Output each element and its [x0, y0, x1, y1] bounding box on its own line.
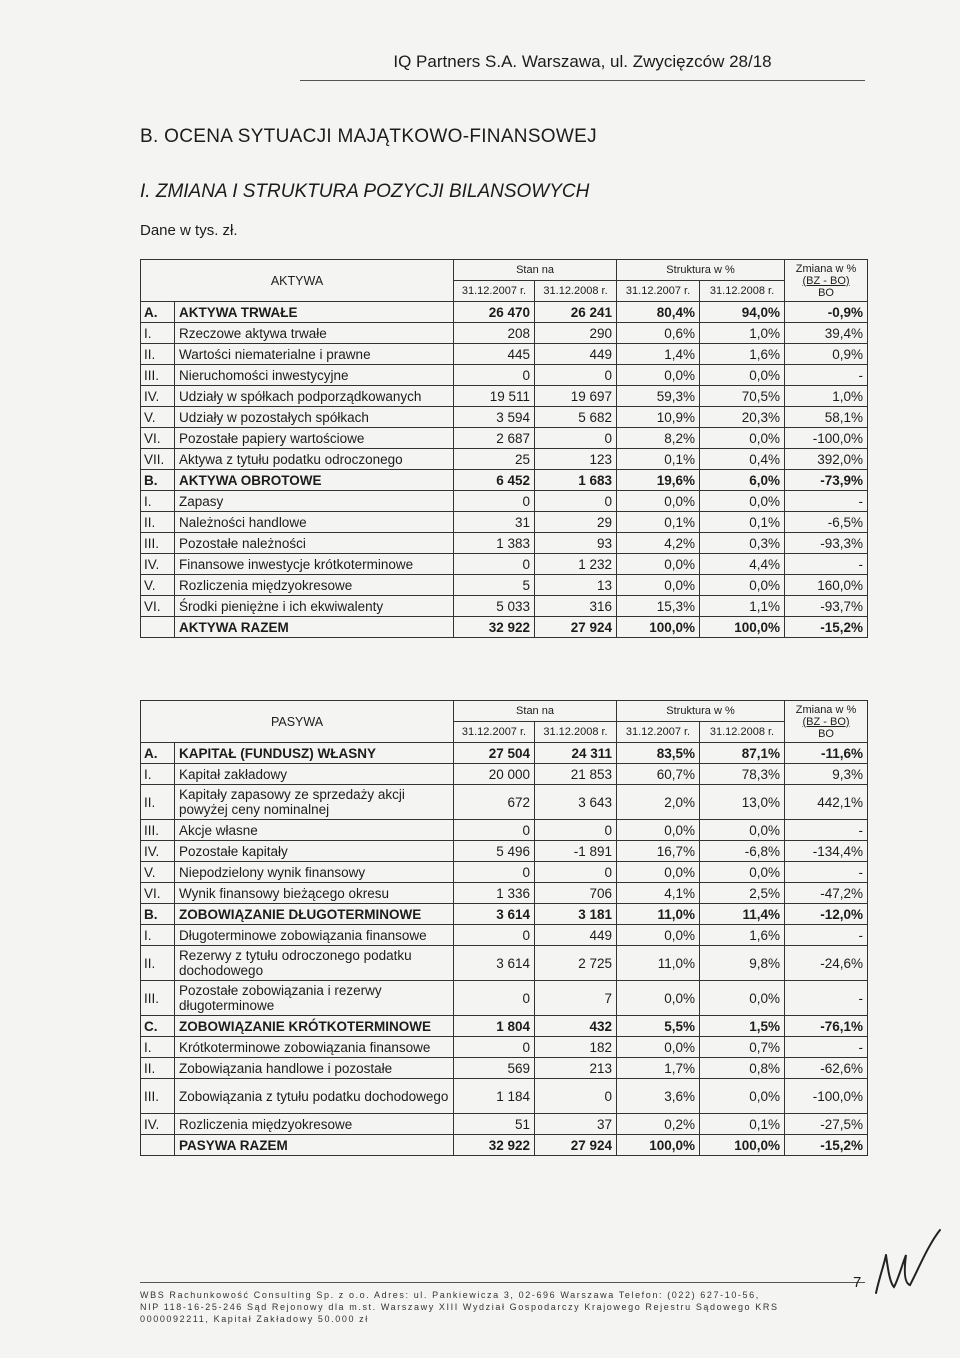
- row-label: Rezerwy z tytułu odroczonego podatku dochodowego: [175, 946, 454, 981]
- table-row: [141, 491, 868, 512]
- table-row: [141, 1079, 868, 1114]
- table-row: [141, 617, 868, 638]
- table-row: [141, 841, 868, 862]
- share-2008: 0,8%: [700, 1058, 785, 1079]
- section-title: B. OCENA SYTUACJI MAJĄTKOWO-FINANSOWEJ: [140, 126, 597, 147]
- table-row: [141, 764, 868, 785]
- value-2007: 1 804: [454, 1016, 535, 1037]
- value-2007: 1 383: [454, 533, 535, 554]
- change-pct: -: [785, 554, 868, 575]
- share-2008: 6,0%: [700, 470, 785, 491]
- value-2008: 0: [535, 1079, 617, 1114]
- row-roman: III.: [141, 820, 175, 841]
- table-row: [141, 302, 868, 323]
- change-pct: -93,3%: [785, 533, 868, 554]
- share-2007: 16,7%: [617, 841, 700, 862]
- value-2007: 32 922: [454, 617, 535, 638]
- share-2007: 15,3%: [617, 596, 700, 617]
- share-2008: 9,8%: [700, 946, 785, 981]
- aktywa-date-col-4: 31.12.2008 r.: [700, 281, 785, 302]
- change-pct: 39,4%: [785, 323, 868, 344]
- value-2007: 26 470: [454, 302, 535, 323]
- table-row: [141, 981, 868, 1016]
- row-roman: I.: [141, 764, 175, 785]
- row-label: PASYWA RAZEM: [175, 1135, 454, 1156]
- row-label: Aktywa z tytułu podatku odroczonego: [175, 449, 454, 470]
- share-2007: 0,1%: [617, 449, 700, 470]
- table-row: [141, 512, 868, 533]
- handwritten-signature: [868, 1225, 948, 1300]
- value-2007: 0: [454, 925, 535, 946]
- value-2007: 32 922: [454, 1135, 535, 1156]
- change-pct: -27,5%: [785, 1114, 868, 1135]
- row-roman: I.: [141, 925, 175, 946]
- share-2007: 80,4%: [617, 302, 700, 323]
- value-2007: 19 511: [454, 386, 535, 407]
- change-pct: 442,1%: [785, 785, 868, 820]
- share-2008: 1,1%: [700, 596, 785, 617]
- row-roman: III.: [141, 533, 175, 554]
- units-note: Dane w tys. zł.: [140, 222, 238, 239]
- row-roman: II.: [141, 344, 175, 365]
- table-row: [141, 946, 868, 981]
- share-2008: 1,0%: [700, 323, 785, 344]
- change-pct: 1,0%: [785, 386, 868, 407]
- table-row: [141, 470, 868, 491]
- change-pct: -: [785, 365, 868, 386]
- share-2008: 0,0%: [700, 428, 785, 449]
- row-roman: B.: [141, 470, 175, 491]
- value-2007: 208: [454, 323, 535, 344]
- page-header: [300, 52, 865, 81]
- change-pct: 58,1%: [785, 407, 868, 428]
- row-roman: IV.: [141, 841, 175, 862]
- value-2008: 182: [535, 1037, 617, 1058]
- row-roman: V.: [141, 575, 175, 596]
- table-row: [141, 365, 868, 386]
- aktywa-date-col-3: 31.12.2007 r.: [617, 281, 700, 302]
- share-2007: 60,7%: [617, 764, 700, 785]
- row-roman: V.: [141, 862, 175, 883]
- value-2007: 0: [454, 981, 535, 1016]
- share-2008: 100,0%: [700, 617, 785, 638]
- value-2007: 0: [454, 491, 535, 512]
- table-row: [141, 785, 868, 820]
- share-2008: 0,0%: [700, 862, 785, 883]
- row-label: ZOBOWIĄZANIE KRÓTKOTERMINOWE: [175, 1016, 454, 1037]
- share-2007: 0,0%: [617, 554, 700, 575]
- value-2007: 3 594: [454, 407, 535, 428]
- value-2007: 5 496: [454, 841, 535, 862]
- row-label: Pozostałe kapitały: [175, 841, 454, 862]
- value-2008: 432: [535, 1016, 617, 1037]
- share-2008: 1,6%: [700, 925, 785, 946]
- share-2008: 1,5%: [700, 1016, 785, 1037]
- row-label: Pozostałe należności: [175, 533, 454, 554]
- pasywa-date-col-4: 31.12.2008 r.: [700, 722, 785, 743]
- value-2008: 290: [535, 323, 617, 344]
- footer-line-1: WBS Rachunkowość Consulting Sp. z o.o. Adres: ul. Pankiewicza 3, 02-696 Warszawa Telefon: (022) 627-10-56,: [140, 1290, 760, 1300]
- row-roman: V.: [141, 407, 175, 428]
- aktywa-date-col-2: 31.12.2008 r.: [535, 281, 617, 302]
- row-label: Wynik finansowy bieżącego okresu: [175, 883, 454, 904]
- row-roman: I.: [141, 323, 175, 344]
- share-2008: 0,0%: [700, 1079, 785, 1114]
- change-pct: -11,6%: [785, 743, 868, 764]
- pasywa-table: [140, 700, 868, 1156]
- row-roman: C.: [141, 1016, 175, 1037]
- row-label: Rozliczenia międzyokresowe: [175, 1114, 454, 1135]
- row-roman: III.: [141, 365, 175, 386]
- row-label: Kapitał zakładowy: [175, 764, 454, 785]
- share-2007: 3,6%: [617, 1079, 700, 1114]
- table-row: [141, 344, 868, 365]
- row-label: Wartości niematerialne i prawne: [175, 344, 454, 365]
- aktywa-date-col-1: 31.12.2007 r.: [454, 281, 535, 302]
- value-2008: 0: [535, 862, 617, 883]
- share-2007: 0,0%: [617, 981, 700, 1016]
- row-label: AKTYWA TRWAŁE: [175, 302, 454, 323]
- row-label: Udziały w pozostałych spółkach: [175, 407, 454, 428]
- footer-line-2: NIP 118-16-25-246 Sąd Rejonowy dla m.st. Warszawy XIII Wydział Gospodarczy Krajowego Rejestru Sądowego KRS: [140, 1302, 779, 1312]
- value-2007: 31: [454, 512, 535, 533]
- row-label: Niepodzielony wynik finansowy: [175, 862, 454, 883]
- value-2008: 7: [535, 981, 617, 1016]
- row-roman: [141, 1135, 175, 1156]
- share-2007: 0,0%: [617, 575, 700, 596]
- row-roman: III.: [141, 1079, 175, 1114]
- share-2008: 87,1%: [700, 743, 785, 764]
- row-roman: VI.: [141, 596, 175, 617]
- row-roman: A.: [141, 743, 175, 764]
- table-row: [141, 323, 868, 344]
- value-2007: 0: [454, 365, 535, 386]
- table-row: [141, 1114, 868, 1135]
- row-label: ZOBOWIĄZANIE DŁUGOTERMINOWE: [175, 904, 454, 925]
- change-pct: -100,0%: [785, 428, 868, 449]
- share-2008: 11,4%: [700, 904, 785, 925]
- table-row: [141, 533, 868, 554]
- change-pct: -6,5%: [785, 512, 868, 533]
- value-2007: 569: [454, 1058, 535, 1079]
- change-pct: -: [785, 862, 868, 883]
- value-2008: 123: [535, 449, 617, 470]
- share-2007: 100,0%: [617, 1135, 700, 1156]
- value-2008: 706: [535, 883, 617, 904]
- footer-line-3: 0000092211, Kapitał Zakładowy 50.000 zł: [140, 1314, 369, 1324]
- value-2007: 25: [454, 449, 535, 470]
- value-2007: 27 504: [454, 743, 535, 764]
- value-2007: 0: [454, 1037, 535, 1058]
- value-2008: 27 924: [535, 1135, 617, 1156]
- value-2008: 3 643: [535, 785, 617, 820]
- row-roman: IV.: [141, 1114, 175, 1135]
- company-header-text: IQ Partners S.A. Warszawa, ul. Zwycięzców 28/18: [393, 52, 772, 71]
- row-label: Finansowe inwestycje krótkoterminowe: [175, 554, 454, 575]
- pasywa-date-col-1: 31.12.2007 r.: [454, 722, 535, 743]
- change-pct: 392,0%: [785, 449, 868, 470]
- value-2007: 672: [454, 785, 535, 820]
- value-2007: 6 452: [454, 470, 535, 491]
- share-2007: 0,0%: [617, 1037, 700, 1058]
- aktywa-header-label: AKTYWA: [141, 260, 454, 302]
- row-roman: B.: [141, 904, 175, 925]
- share-2008: 0,0%: [700, 820, 785, 841]
- share-2008: 94,0%: [700, 302, 785, 323]
- value-2008: 37: [535, 1114, 617, 1135]
- change-pct: -73,9%: [785, 470, 868, 491]
- row-roman: II.: [141, 1058, 175, 1079]
- value-2008: 27 924: [535, 617, 617, 638]
- share-2007: 5,5%: [617, 1016, 700, 1037]
- table-row: [141, 1135, 868, 1156]
- pasywa-header-label: PASYWA: [141, 701, 454, 743]
- row-roman: I.: [141, 491, 175, 512]
- value-2008: 449: [535, 925, 617, 946]
- value-2008: 0: [535, 428, 617, 449]
- share-2007: 0,2%: [617, 1114, 700, 1135]
- value-2008: 1 683: [535, 470, 617, 491]
- table-row: [141, 743, 868, 764]
- row-label: Należności handlowe: [175, 512, 454, 533]
- value-2007: 51: [454, 1114, 535, 1135]
- share-2008: 13,0%: [700, 785, 785, 820]
- share-2008: 4,4%: [700, 554, 785, 575]
- value-2008: 0: [535, 491, 617, 512]
- share-2007: 0,6%: [617, 323, 700, 344]
- value-2008: 2 725: [535, 946, 617, 981]
- table-row: [141, 407, 868, 428]
- value-2007: 3 614: [454, 904, 535, 925]
- change-pct: -: [785, 820, 868, 841]
- change-pct: -100,0%: [785, 1079, 868, 1114]
- value-2007: 0: [454, 862, 535, 883]
- value-2007: 3 614: [454, 946, 535, 981]
- table-row: [141, 925, 868, 946]
- row-label: Rozliczenia międzyokresowe: [175, 575, 454, 596]
- row-label: Krótkoterminowe zobowiązania finansowe: [175, 1037, 454, 1058]
- row-label: Rzeczowe aktywa trwałe: [175, 323, 454, 344]
- value-2008: 29: [535, 512, 617, 533]
- change-pct: -: [785, 981, 868, 1016]
- value-2008: 1 232: [535, 554, 617, 575]
- value-2007: 2 687: [454, 428, 535, 449]
- share-2008: 100,0%: [700, 1135, 785, 1156]
- change-pct: 160,0%: [785, 575, 868, 596]
- share-2008: 0,1%: [700, 512, 785, 533]
- row-roman: [141, 617, 175, 638]
- share-2007: 100,0%: [617, 617, 700, 638]
- value-2008: 26 241: [535, 302, 617, 323]
- share-2007: 4,1%: [617, 883, 700, 904]
- share-2008: 0,7%: [700, 1037, 785, 1058]
- table-row: [141, 596, 868, 617]
- share-2008: 78,3%: [700, 764, 785, 785]
- change-pct: -: [785, 1037, 868, 1058]
- share-2008: 2,5%: [700, 883, 785, 904]
- row-roman: II.: [141, 785, 175, 820]
- pasywa-date-col-2: 31.12.2008 r.: [535, 722, 617, 743]
- table-row: [141, 820, 868, 841]
- value-2008: 213: [535, 1058, 617, 1079]
- share-2007: 1,7%: [617, 1058, 700, 1079]
- share-2008: 0,0%: [700, 575, 785, 596]
- table-row: [141, 1037, 868, 1058]
- change-pct: -134,4%: [785, 841, 868, 862]
- share-2007: 4,2%: [617, 533, 700, 554]
- table-row: [141, 1058, 868, 1079]
- share-2007: 0,0%: [617, 491, 700, 512]
- row-label: Długoterminowe zobowiązania finansowe: [175, 925, 454, 946]
- share-2007: 1,4%: [617, 344, 700, 365]
- row-label: Zobowiązania z tytułu podatku dochodowego: [175, 1079, 454, 1114]
- share-2007: 11,0%: [617, 904, 700, 925]
- value-2008: 13: [535, 575, 617, 596]
- share-2008: 0,0%: [700, 491, 785, 512]
- table-row: [141, 554, 868, 575]
- value-2007: 20 000: [454, 764, 535, 785]
- table-row: [141, 575, 868, 596]
- share-2007: 0,0%: [617, 862, 700, 883]
- table-row: [141, 883, 868, 904]
- change-pct: -12,0%: [785, 904, 868, 925]
- value-2008: 3 181: [535, 904, 617, 925]
- value-2007: 0: [454, 820, 535, 841]
- value-2008: 19 697: [535, 386, 617, 407]
- change-pct: 0,9%: [785, 344, 868, 365]
- table-row: [141, 904, 868, 925]
- table-row: [141, 449, 868, 470]
- share-2007: 0,0%: [617, 365, 700, 386]
- value-2007: 1 336: [454, 883, 535, 904]
- value-2008: 316: [535, 596, 617, 617]
- pasywa-date-col-3: 31.12.2007 r.: [617, 722, 700, 743]
- page-footer: [140, 1282, 865, 1325]
- row-roman: I.: [141, 1037, 175, 1058]
- row-label: AKTYWA OBROTOWE: [175, 470, 454, 491]
- value-2008: 0: [535, 820, 617, 841]
- row-label: Środki pieniężne i ich ekwiwalenty: [175, 596, 454, 617]
- change-pct: -76,1%: [785, 1016, 868, 1037]
- share-2007: 10,9%: [617, 407, 700, 428]
- share-2008: 70,5%: [700, 386, 785, 407]
- share-2007: 83,5%: [617, 743, 700, 764]
- aktywa-struktura-header: Struktura w %: [617, 260, 785, 281]
- change-pct: -24,6%: [785, 946, 868, 981]
- row-label: Pozostałe zobowiązania i rezerwy długoterminowe: [175, 981, 454, 1016]
- share-2008: 1,6%: [700, 344, 785, 365]
- row-roman: II.: [141, 512, 175, 533]
- value-2008: 0: [535, 365, 617, 386]
- share-2008: 0,4%: [700, 449, 785, 470]
- row-roman: VI.: [141, 883, 175, 904]
- change-pct: -15,2%: [785, 1135, 868, 1156]
- share-2007: 59,3%: [617, 386, 700, 407]
- change-pct: -93,7%: [785, 596, 868, 617]
- row-label: Akcje własne: [175, 820, 454, 841]
- share-2007: 8,2%: [617, 428, 700, 449]
- row-label: KAPITAŁ (FUNDUSZ) WŁASNY: [175, 743, 454, 764]
- share-2008: 0,0%: [700, 365, 785, 386]
- share-2007: 2,0%: [617, 785, 700, 820]
- change-pct: -: [785, 925, 868, 946]
- value-2008: 93: [535, 533, 617, 554]
- aktywa-zmiana-header: Zmiana w % (BZ - BO) BO: [785, 260, 868, 302]
- row-label: Kapitały zapasowy ze sprzedaży akcji powyżej ceny nominalnej: [175, 785, 454, 820]
- change-pct: -15,2%: [785, 617, 868, 638]
- share-2008: 0,0%: [700, 981, 785, 1016]
- page-number: 7: [853, 1274, 862, 1291]
- table-row: [141, 386, 868, 407]
- value-2007: 0: [454, 554, 535, 575]
- row-label: Nieruchomości inwestycyjne: [175, 365, 454, 386]
- aktywa-stan-na-header: Stan na: [454, 260, 617, 281]
- pasywa-stan-na-header: Stan na: [454, 701, 617, 722]
- row-label: Zapasy: [175, 491, 454, 512]
- table-row: [141, 1016, 868, 1037]
- row-roman: VII.: [141, 449, 175, 470]
- row-label: Pozostałe papiery wartościowe: [175, 428, 454, 449]
- change-pct: -47,2%: [785, 883, 868, 904]
- change-pct: -0,9%: [785, 302, 868, 323]
- value-2007: 1 184: [454, 1079, 535, 1114]
- change-pct: -: [785, 491, 868, 512]
- row-roman: IV.: [141, 554, 175, 575]
- value-2008: 5 682: [535, 407, 617, 428]
- row-label: Zobowiązania handlowe i pozostałe: [175, 1058, 454, 1079]
- value-2008: -1 891: [535, 841, 617, 862]
- value-2008: 24 311: [535, 743, 617, 764]
- share-2007: 0,0%: [617, 820, 700, 841]
- share-2008: 0,1%: [700, 1114, 785, 1135]
- share-2008: 20,3%: [700, 407, 785, 428]
- row-roman: II.: [141, 946, 175, 981]
- table-row: [141, 428, 868, 449]
- sub-title: I. ZMIANA I STRUKTURA POZYCJI BILANSOWYCH: [140, 181, 590, 202]
- value-2008: 449: [535, 344, 617, 365]
- value-2007: 5 033: [454, 596, 535, 617]
- row-label: AKTYWA RAZEM: [175, 617, 454, 638]
- row-label: Udziały w spółkach podporządkowanych: [175, 386, 454, 407]
- share-2007: 11,0%: [617, 946, 700, 981]
- share-2007: 19,6%: [617, 470, 700, 491]
- row-roman: VI.: [141, 428, 175, 449]
- row-roman: A.: [141, 302, 175, 323]
- table-row: [141, 862, 868, 883]
- value-2008: 21 853: [535, 764, 617, 785]
- share-2007: 0,1%: [617, 512, 700, 533]
- share-2008: -6,8%: [700, 841, 785, 862]
- share-2008: 0,3%: [700, 533, 785, 554]
- change-pct: 9,3%: [785, 764, 868, 785]
- pasywa-struktura-header: Struktura w %: [617, 701, 785, 722]
- share-2007: 0,0%: [617, 925, 700, 946]
- value-2007: 445: [454, 344, 535, 365]
- aktywa-table: [140, 259, 868, 638]
- row-roman: III.: [141, 981, 175, 1016]
- change-pct: -62,6%: [785, 1058, 868, 1079]
- row-roman: IV.: [141, 386, 175, 407]
- pasywa-zmiana-header: Zmiana w % (BZ - BO) BO: [785, 701, 868, 743]
- value-2007: 5: [454, 575, 535, 596]
